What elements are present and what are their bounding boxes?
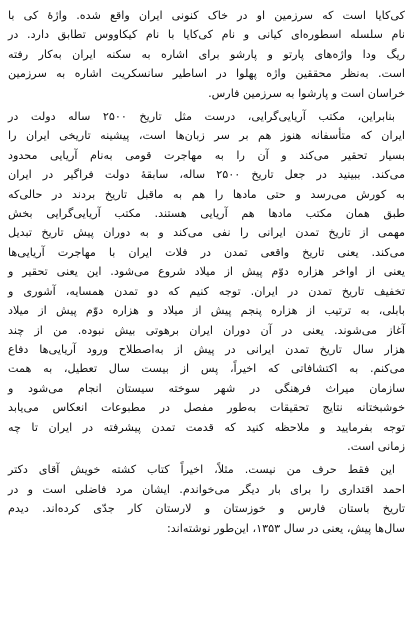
- text-line: این فقط حرف من نیست. مثلاً، اخیراً کتاب کشته خویش آقای دکتر: [8, 463, 395, 477]
- paragraph-3: [8, 460, 405, 538]
- text-line: نام سلسله اسطوره‌ای کیانی و نام کی‌کایا با نام کیکاووس تطابق دارد. در: [8, 28, 405, 42]
- text-line: می‌کند. یعنی تاریخ واقعی تمدن در فلات ایران با مهاجرت آریایی‌ها: [8, 245, 405, 259]
- text-line: تخفیف تاریخ تمدن در ایران. توجه کنیم که دو تمدن همسایه، آشوری و: [8, 284, 405, 298]
- text-line: یعنی از اواخر هزاره دوّم پیش از میلاد شروع می‌شود. این یعنی تحقیر و: [8, 265, 405, 279]
- text-line: می‌کنم. به اکتشافاتی که اخیراً، پس از بیست سال تعطیل، به همت: [8, 362, 405, 376]
- text-line: خوشبختانه نتایج تحقیقات به‌طور مفصل در مطبوعات انعکاس می‌یابد: [8, 401, 405, 415]
- text-line: است. به‌نظر محققین واژه پهلوا در اساطیر سانسکریت اشاره به سرزمین: [8, 67, 405, 81]
- paragraph-2: [8, 107, 405, 456]
- text-line: سال‌ها پیش، یعنی در سال ۱۳۵۳، این‌طور نوشته‌اند:: [167, 521, 405, 535]
- text-line: بابلی، به ترتیب از هزاره پنجم پیش از میلاد و هزاره دوّم پیش از میلاد: [8, 304, 405, 318]
- text-line: آغاز می‌شوند. یعنی در آن دوران ایران برهوتی بیش نبوده. من از چند: [8, 323, 405, 337]
- paragraph-1: [8, 6, 405, 103]
- text-line: مهمی از تاریخ تمدن ایرانی را نفی می‌کند و به دوران پیش تاریخ تبدیل: [8, 226, 405, 240]
- text-line: احمد اقتداری را برای بار دیگر می‌خواندم. ایشان مرد فاضلی است و در: [8, 482, 405, 496]
- text-line: هزار سال تاریخ تمدن ایرانی در پیش از به‌اصطلاح ورود آریایی‌ها دفاع: [8, 342, 405, 356]
- text-line: می‌کند. ببینید در جعل تاریخ ۲۵۰۰ ساله، سابقهٔ دولت فراگیر در ایران: [8, 168, 405, 182]
- text-line: توجه بفرمایید و ملاحظه کنید که قدمت تمدن پیشرفته در ایران تا چه: [8, 420, 405, 434]
- text-line: ریگ ودا واژه‌های پارتو و پارشو برای اشاره به سکنه ایران به‌کار رفته: [8, 47, 405, 61]
- text-line: بنابراین، مکتب آریایی‌گرایی، درست مثل تاریخ ۲۵۰۰ ساله دولت در: [8, 110, 395, 124]
- text-line: تاریخ باستان فارس و خوزستان و لارستان کار جدّی کرده‌اند. دیدم: [8, 502, 405, 516]
- text-line: طبق همان مکتب مادها هم آریایی هستند. مکتب آریایی‌گرایی بخش: [8, 207, 405, 221]
- text-line: به کورش می‌رسد و حتی مادها را هم به ماقبل تاریخ بردند در حالی‌که: [8, 187, 405, 201]
- text-line: زمانی است.: [347, 439, 405, 453]
- text-line: سازمان میراث فرهنگی در شهر سوخته سیستان انجام می‌شود و: [8, 381, 405, 395]
- text-line: خراسان است و پارشوا به سرزمین فارس.: [208, 86, 405, 100]
- text-line: ایران که متأسفانه هنوز هم بر سر زبان‌ها است، پیشینه تاریخی ایران را: [8, 129, 405, 143]
- text-line: بسیار تحقیر می‌کند و آن را به مهاجرت قومی به‌نام آریایی محدود: [8, 148, 405, 162]
- text-line: کی‌کایا است که سرزمین او در خاک کنونی ایران واقع شده. واژهٔ کی با: [8, 9, 405, 22]
